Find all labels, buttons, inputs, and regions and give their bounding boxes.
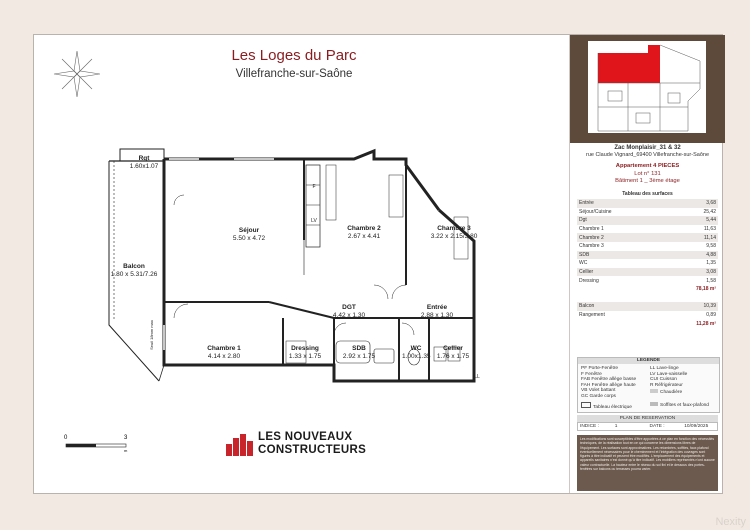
ll-mark: LL [474, 374, 480, 380]
address-text: rue Claude Vignard_69400 Villefranche-sur-Saône [585, 152, 710, 158]
surfaces-table [577, 199, 718, 328]
plan-sheet [33, 34, 723, 494]
scale-three: 3 [124, 435, 128, 441]
room-sejour: Séjour 5.50 x 4.72 [232, 227, 266, 242]
surface-row [577, 268, 718, 277]
room-rgt: Rgt 1.60x1.07 [129, 155, 159, 170]
surface-total-row [577, 285, 718, 294]
room-dgt: DGT 4.42 x 1.30 [332, 304, 366, 319]
brand-logo [224, 430, 384, 460]
surface-label: Dressing [579, 277, 599, 284]
surface-row [577, 208, 718, 217]
date-label: DATE : [649, 424, 665, 429]
room-dressing: Dressing 1.33 x 1.75 [288, 345, 322, 360]
legend-right [650, 366, 687, 388]
surface-label: Entrée [577, 199, 674, 208]
surface-value: 11,14 [674, 233, 718, 242]
apartment-type: Appartement 4 PIECES [615, 163, 680, 169]
seuil-mark: Seuil 18mm max [149, 320, 154, 350]
key-plan [588, 41, 706, 133]
surface-row [577, 233, 718, 242]
surface-value: 5,44 [674, 216, 718, 225]
room-chambre-2: Chambre 2 2.67 x 4.41 [347, 225, 381, 240]
indice-label: INDICE : [580, 424, 599, 429]
surface-value: 11,63 [703, 226, 716, 233]
legend-title: LEGENDE [578, 358, 719, 364]
lot-number: Lot n° 131 [634, 170, 661, 177]
legend-chaudiere: Chaudière [650, 389, 682, 396]
surface-row [577, 216, 718, 225]
legend [577, 357, 720, 413]
f-mark: F [312, 184, 316, 190]
surface-value: 1,35 [706, 260, 716, 267]
legend-item: LL Lave-linge [650, 366, 679, 371]
legend-item: PF Porte-Fenêtre [581, 366, 619, 371]
surface-value: 78,18 m² [695, 286, 716, 293]
room-sdb: SDB 2.92 x 1.75 [342, 345, 376, 360]
watermark: Nexity [715, 516, 746, 528]
legend-soffites: Soffites et faux-plafond [650, 402, 709, 409]
legend-left [581, 366, 636, 400]
building-floor: Bâtiment 1 _ 3ème étage [615, 178, 680, 184]
scale-bar [62, 435, 152, 460]
surface-value: 10,39 [674, 302, 718, 311]
surface-label: Dgt [577, 216, 674, 225]
info-panel [569, 35, 725, 493]
page-title: Les Loges du Parc [231, 47, 357, 64]
room-chambre-1: Chambre 1 4.14 x 2.80 [207, 345, 241, 360]
surface-label: Chambre 2 [577, 233, 674, 242]
surface-label: Séjour/Cuisine [579, 208, 612, 215]
logo-line-1: LES NOUVEAUX [258, 431, 353, 443]
surface-label [577, 285, 674, 294]
panel-header [570, 35, 725, 143]
surface-row [577, 251, 718, 260]
extra-row [577, 311, 718, 320]
surface-value: 4,88 [674, 251, 718, 260]
room-chambre-3: Chambre 3 3.22 x 2.15/3.80 [430, 225, 478, 240]
legend-item: FAB Fenêtre allège basse [581, 377, 637, 383]
extra-total-row [577, 319, 718, 328]
surface-value: 3,68 [674, 199, 718, 208]
surfaces-title: Tableau des surfaces [622, 191, 673, 197]
surface-value: 1,58 [706, 277, 716, 284]
surface-label: WC [579, 260, 588, 267]
legend-item: VB Volet battant [581, 388, 616, 394]
lv-mark: LV [311, 218, 317, 224]
disclaimer-text: Les modifications sont susceptibles d'être apportées à ce plan en fonction des nécessités techniques, de la réalisation tout en ce qui concerne les dimensions libres de l'équipement. Les surfaces sont approximatives. Les retombées, soffites, faux plafond éventuellement nécessaires pour le cheminement et l'intégration des ouvrages sont figurés à titre indicatif et peuvent être modifiés. L'emplacement des équipements et appareils sanitaires n'est donné qu'à titre indicatif. Les mobiliers représentés n'ont aucune valeur contractuelle. La hauteur entre le niveau du sol fini et le dessous des portes-fenêtres sur balcons ou terrasses pourra varier. [577, 435, 718, 491]
surface-label [577, 319, 674, 328]
surface-label: Rangement [579, 312, 605, 319]
indice-value: 1 [614, 424, 618, 429]
legend-item: F Fenêtre [581, 371, 602, 377]
surface-value: 3,08 [674, 268, 718, 277]
surface-label: SDB [577, 251, 674, 260]
extra-row [577, 302, 718, 311]
legend-item: R Réfrigérateur [650, 382, 683, 388]
legend-item: FAH Fenêtre allège haute [581, 382, 636, 388]
surface-row [577, 259, 718, 268]
address-block [570, 145, 725, 159]
surface-row [577, 242, 718, 251]
surface-value: 11,28 m² [696, 320, 716, 327]
surface-label: Chambre 3 [579, 243, 604, 250]
room-entree: Entrée 2.88 x 1.30 [420, 304, 454, 319]
surface-label: Cellier [577, 268, 674, 277]
room-balcon: Balcon 1.80 x 5.31/7.26 [110, 263, 158, 278]
page-subtitle: Villefranche-sur-Saône [235, 68, 353, 80]
surface-value: 0,89 [706, 312, 716, 319]
room-cellier: Cellier 1.76 x 1.75 [436, 345, 470, 360]
surface-label: Balcon [577, 302, 674, 311]
legend-item: CUI Cuisson [650, 377, 677, 383]
legend-tableau: Tableau électrique [581, 402, 632, 411]
apartment-block [570, 163, 725, 186]
room-wc: WC 1.00x1.35 [402, 345, 431, 360]
zac-label: Zac Monplaisir_31 & 32 [614, 145, 681, 151]
date-value: 10/09/2025 [684, 424, 709, 429]
logo-line-2: CONSTRUCTEURS [258, 444, 367, 456]
surface-value: 25,42 [703, 208, 716, 215]
surface-row [577, 225, 718, 234]
surface-row [577, 199, 718, 208]
legend-item: LV Lave-vaisselle [650, 371, 688, 377]
legend-item: GC Garde corps [581, 393, 616, 399]
surface-label: Chambre 1 [579, 226, 604, 233]
plan-info [577, 415, 718, 431]
spacer-row [577, 294, 718, 303]
scale-zero: 0 [64, 435, 68, 441]
plan-title: PLAN DE RESERVATION [577, 415, 718, 422]
surface-row [577, 276, 718, 285]
scale-unit: m [124, 448, 128, 453]
surface-value: 9,58 [706, 243, 716, 250]
